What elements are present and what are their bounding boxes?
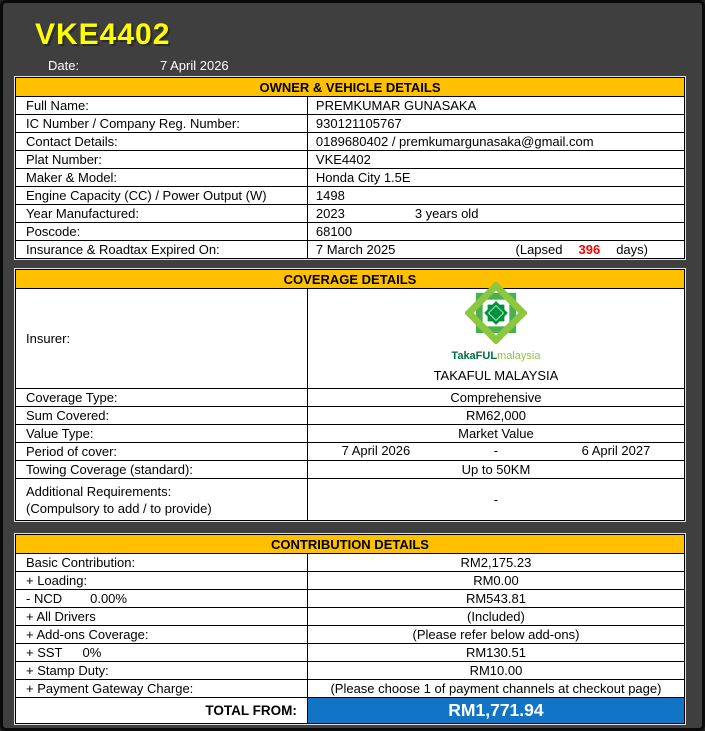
table-row bbox=[16, 388, 684, 406]
row-label: Towing Coverage (standard): bbox=[16, 461, 308, 478]
row-label bbox=[16, 590, 308, 607]
date-label: Date: bbox=[48, 57, 80, 73]
row-label: Period of cover: bbox=[16, 443, 308, 460]
row-value: 1498 bbox=[315, 188, 345, 203]
table-row bbox=[16, 186, 684, 204]
period-separator: - bbox=[493, 443, 499, 458]
table-row bbox=[16, 571, 684, 589]
contribution-section bbox=[15, 534, 685, 724]
table-row-ncd bbox=[16, 589, 684, 607]
coverage-section bbox=[15, 269, 685, 521]
row-value: - bbox=[493, 492, 499, 507]
table-row bbox=[16, 96, 684, 114]
row-value: RM130.51 bbox=[465, 645, 526, 660]
row-label: Contact Details: bbox=[16, 133, 308, 150]
owner-vehicle-section bbox=[15, 77, 685, 259]
table-row-additional-requirements bbox=[16, 478, 684, 520]
table-row bbox=[16, 168, 684, 186]
insurer-logo bbox=[451, 282, 540, 362]
row-value: Comprehensive bbox=[450, 390, 542, 405]
row-value: 68100 bbox=[315, 224, 353, 239]
table-row bbox=[16, 114, 684, 132]
row-label: Poscode: bbox=[16, 223, 308, 240]
table-row-period-of-cover bbox=[16, 442, 684, 460]
date-value: 7 April 2026 bbox=[160, 57, 229, 73]
row-value: Market Value bbox=[458, 426, 534, 441]
sst-label: + SST bbox=[26, 645, 63, 660]
table-row-sst bbox=[16, 643, 684, 661]
takaful-malaysia-logo-icon bbox=[465, 282, 527, 349]
row-label: + Add-ons Coverage: bbox=[16, 626, 308, 643]
row-label: Insurer: bbox=[16, 289, 308, 388]
section-spacer bbox=[15, 259, 685, 269]
table-row-insurance-expiry bbox=[16, 240, 684, 258]
row-value: Up to 50KM bbox=[461, 462, 531, 477]
row-value bbox=[308, 443, 684, 460]
table-row bbox=[16, 625, 684, 643]
row-value: (Please choose 1 of payment channels at checkout page) bbox=[330, 681, 662, 696]
row-label: + All Drivers bbox=[16, 608, 308, 625]
page-title: VKE4402 bbox=[35, 18, 171, 51]
coverage-section-header: COVERAGE DETAILS bbox=[16, 270, 684, 288]
row-value: RM10.00 bbox=[469, 663, 523, 678]
table-row bbox=[16, 222, 684, 240]
row-value: (Please refer below add-ons) bbox=[412, 627, 580, 642]
vehicle-age-note: 3 years old bbox=[414, 206, 479, 221]
row-label: Sum Covered: bbox=[16, 407, 308, 424]
ncd-percentage: 0.00% bbox=[90, 591, 127, 606]
expiry-date: 7 March 2025 bbox=[315, 242, 396, 257]
row-label: IC Number / Company Reg. Number: bbox=[16, 115, 308, 132]
ncd-label: - NCD bbox=[26, 591, 63, 606]
table-row bbox=[16, 460, 684, 478]
period-to: 6 April 2027 bbox=[581, 443, 651, 458]
date-row bbox=[15, 55, 685, 75]
row-label: Insurance & Roadtax Expired On: bbox=[16, 241, 308, 258]
insurer-logo-wordmark bbox=[451, 350, 540, 362]
table-row bbox=[16, 661, 684, 679]
period-from: 7 April 2026 bbox=[341, 443, 411, 458]
row-label: Year Manufactured: bbox=[16, 205, 308, 222]
lapsed-days-count: 396 bbox=[578, 242, 601, 257]
year-value: 2023 bbox=[315, 206, 345, 221]
row-label bbox=[16, 644, 308, 661]
table-row-insurer bbox=[16, 288, 684, 388]
total-value: RM1,771.94 bbox=[308, 698, 684, 723]
sst-percentage: 0% bbox=[82, 645, 102, 660]
insurer-value bbox=[308, 289, 684, 388]
row-label: Maker & Model: bbox=[16, 169, 308, 186]
row-label: + Payment Gateway Charge: bbox=[16, 680, 308, 697]
row-label: Coverage Type: bbox=[16, 389, 308, 406]
row-value: RM543.81 bbox=[465, 591, 526, 606]
row-value: RM0.00 bbox=[473, 573, 519, 588]
total-label: TOTAL FROM: bbox=[16, 698, 308, 723]
table-row bbox=[16, 150, 684, 168]
section-spacer bbox=[15, 521, 685, 534]
row-value: Honda City 1.5E bbox=[315, 170, 411, 185]
lapsed-prefix: (Lapsed bbox=[515, 242, 563, 257]
additional-requirements-line1: Additional Requirements: bbox=[26, 483, 172, 499]
row-label: Plat Number: bbox=[16, 151, 308, 168]
row-value: 930121105767 bbox=[315, 116, 402, 131]
contribution-section-header: CONTRIBUTION DETAILS bbox=[16, 535, 684, 553]
row-value: (Included) bbox=[467, 609, 525, 624]
lapsed-badge bbox=[516, 242, 648, 257]
insurer-name: TAKAFUL MALAYSIA bbox=[433, 368, 559, 383]
table-row bbox=[16, 406, 684, 424]
table-row-year-manufactured bbox=[16, 204, 684, 222]
table-row bbox=[16, 553, 684, 571]
row-label bbox=[16, 479, 308, 520]
total-row bbox=[16, 697, 684, 723]
owner-section-header: OWNER & VEHICLE DETAILS bbox=[16, 78, 684, 96]
logo-word-takaful: TakaFUL bbox=[451, 350, 498, 362]
row-label: Basic Contribution: bbox=[16, 554, 308, 571]
row-value: RM62,000 bbox=[465, 408, 526, 423]
row-label: Value Type: bbox=[16, 425, 308, 442]
row-value: VKE4402 bbox=[315, 152, 371, 167]
table-row bbox=[16, 607, 684, 625]
row-value: RM2,175.23 bbox=[460, 555, 532, 570]
table-row bbox=[16, 424, 684, 442]
row-value bbox=[308, 241, 684, 258]
row-value bbox=[308, 205, 684, 222]
table-row bbox=[16, 679, 684, 697]
row-value: 0189680402 / premkumargunasaka@gmail.com bbox=[315, 134, 594, 149]
lapsed-suffix: days) bbox=[616, 242, 648, 257]
row-label: Full Name: bbox=[16, 97, 308, 114]
row-value: PREMKUMAR GUNASAKA bbox=[315, 98, 477, 113]
row-label: + Stamp Duty: bbox=[16, 662, 308, 679]
row-label: Engine Capacity (CC) / Power Output (W) bbox=[16, 187, 308, 204]
row-label: + Loading: bbox=[16, 572, 308, 589]
logo-word-malaysia: malaysia bbox=[497, 350, 541, 362]
additional-requirements-line2: (Compulsory to add / to provide) bbox=[26, 500, 212, 516]
table-row bbox=[16, 132, 684, 150]
